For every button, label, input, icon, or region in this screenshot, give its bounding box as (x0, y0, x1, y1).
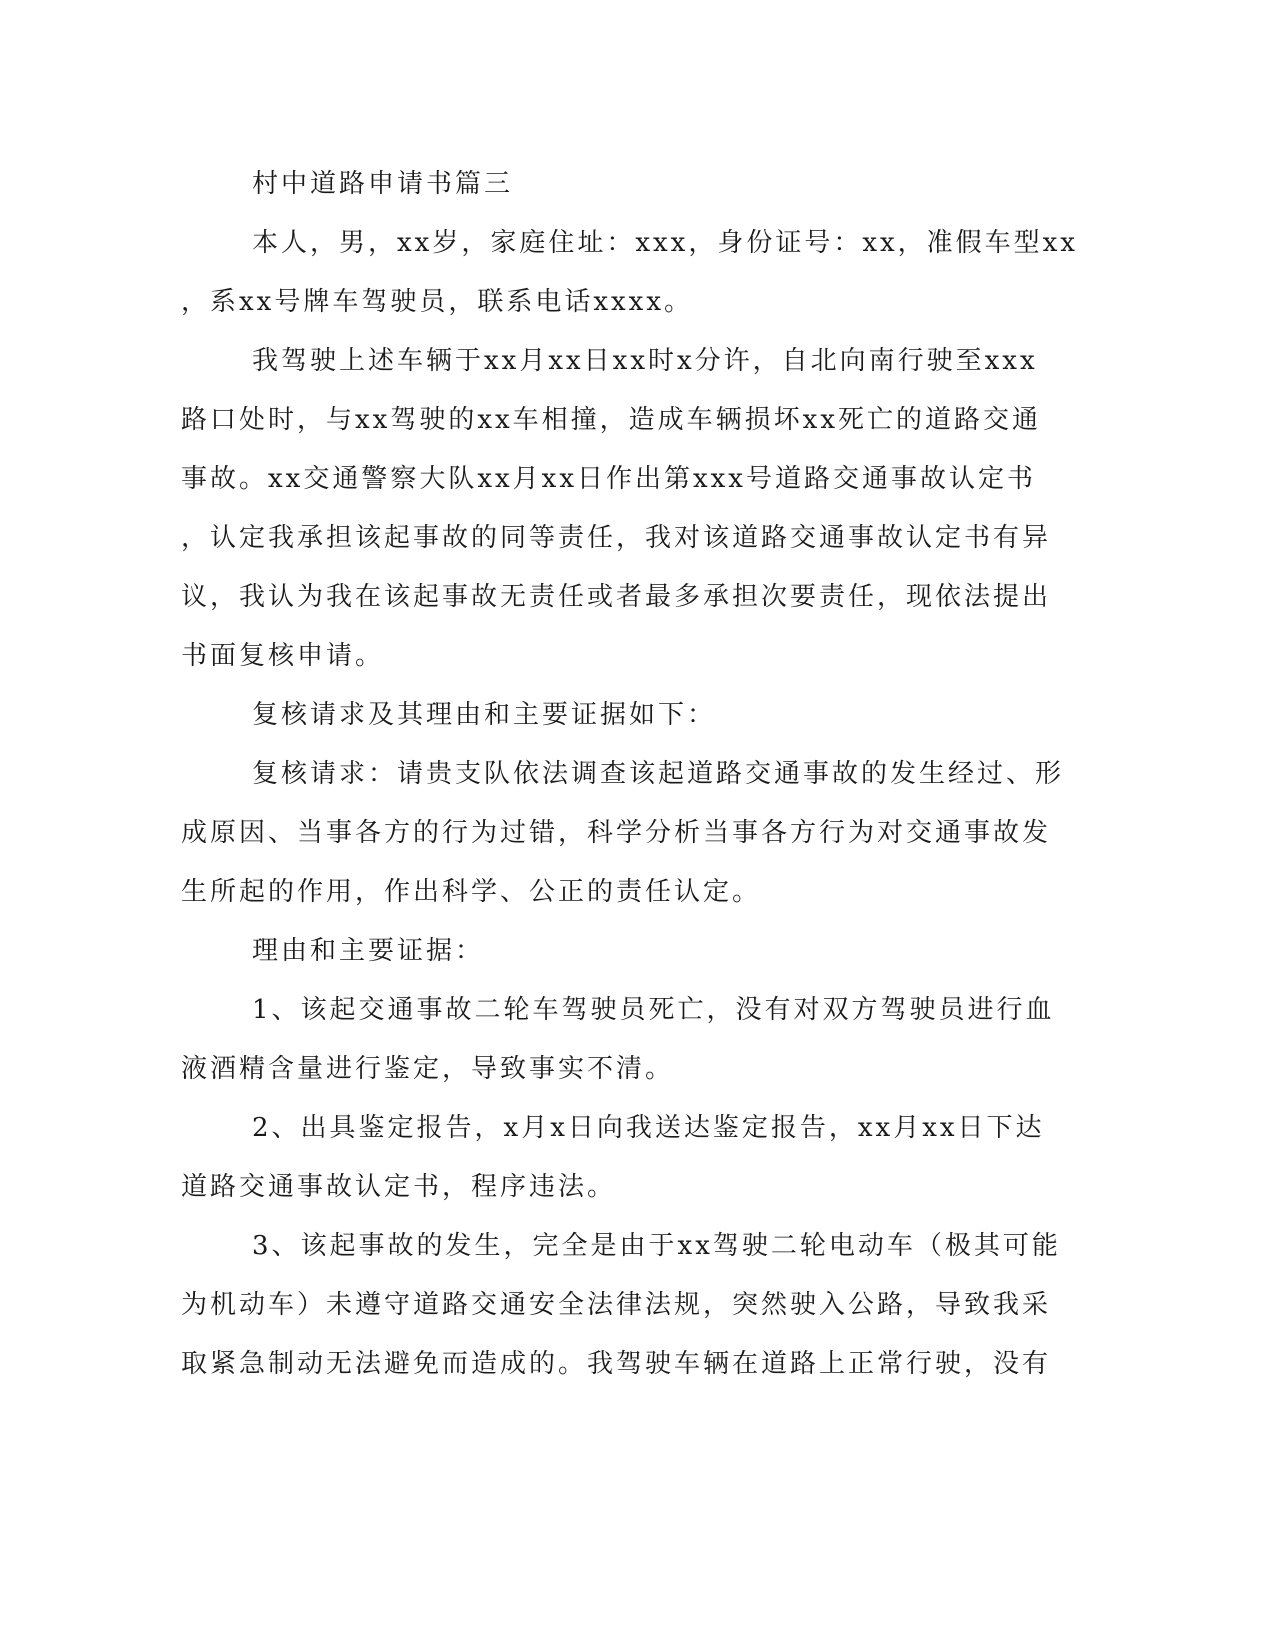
list-item-line: 3、该起事故的发生，完全是由于xx驾驶二轮电动车（极其可能 (252, 1231, 1061, 1261)
paragraph-line: 我驾驶上述车辆于xx月xx日xx时x分许，自北向南行驶至xxx (252, 346, 1038, 376)
paragraph-line: 生所起的作用，作出科学、公正的责任认定。 (181, 877, 762, 907)
list-item-line: 液酒精含量进行鉴定，导致事实不清。 (181, 1054, 675, 1084)
paragraph-line: 议，我认为我在该起事故无责任或者最多承担次要责任，现依法提出 (181, 582, 1052, 612)
document-body (181, 155, 1078, 1394)
list-item-line: 2、出具鉴定报告，x月x日向我送达鉴定报告，xx月xx日下达 (252, 1113, 1045, 1143)
paragraph-line: 书面复核申请。 (181, 641, 385, 671)
list-item-line: 道路交通事故认定书，程序违法。 (181, 1172, 617, 1202)
paragraph-line: 事故。xx交通警察大队xx月xx日作出第xxx号道路交通事故认定书 (181, 464, 1036, 494)
list-item-line: 为机动车）未遵守道路交通安全法律法规，突然驶入公路，导致我采 (181, 1290, 1052, 1320)
paragraph-line: 路口处时，与xx驾驶的xx车相撞，造成车辆损坏xx死亡的道路交通 (181, 405, 1041, 435)
paragraph-line: 复核请求：请贵支队依法调查该起道路交通事故的发生经过、形 (252, 759, 1065, 789)
list-item-line: 取紧急制动无法避免而造成的。我驾驶车辆在道路上正常行驶，没有 (181, 1349, 1052, 1379)
paragraph-line: ，系xx号牌车驾驶员，联系电话xxxx。 (181, 287, 693, 317)
paragraph-line: 成原因、当事各方的行为过错，科学分析当事各方行为对交通事故发 (181, 818, 1052, 848)
section-heading: 复核请求及其理由和主要证据如下： (252, 700, 717, 730)
paragraph-line: 本人，男，xx岁，家庭住址：xxx，身份证号：xx，准假车型xx (252, 228, 1078, 258)
document-title: 村中道路申请书篇三 (252, 169, 514, 199)
section-heading: 理由和主要证据： (252, 936, 485, 966)
list-item-line: 1、该起交通事故二轮车驾驶员死亡，没有对双方驾驶员进行血 (252, 995, 1055, 1025)
paragraph-line: ，认定我承担该起事故的同等责任，我对该道路交通事故认定书有异 (181, 523, 1052, 553)
